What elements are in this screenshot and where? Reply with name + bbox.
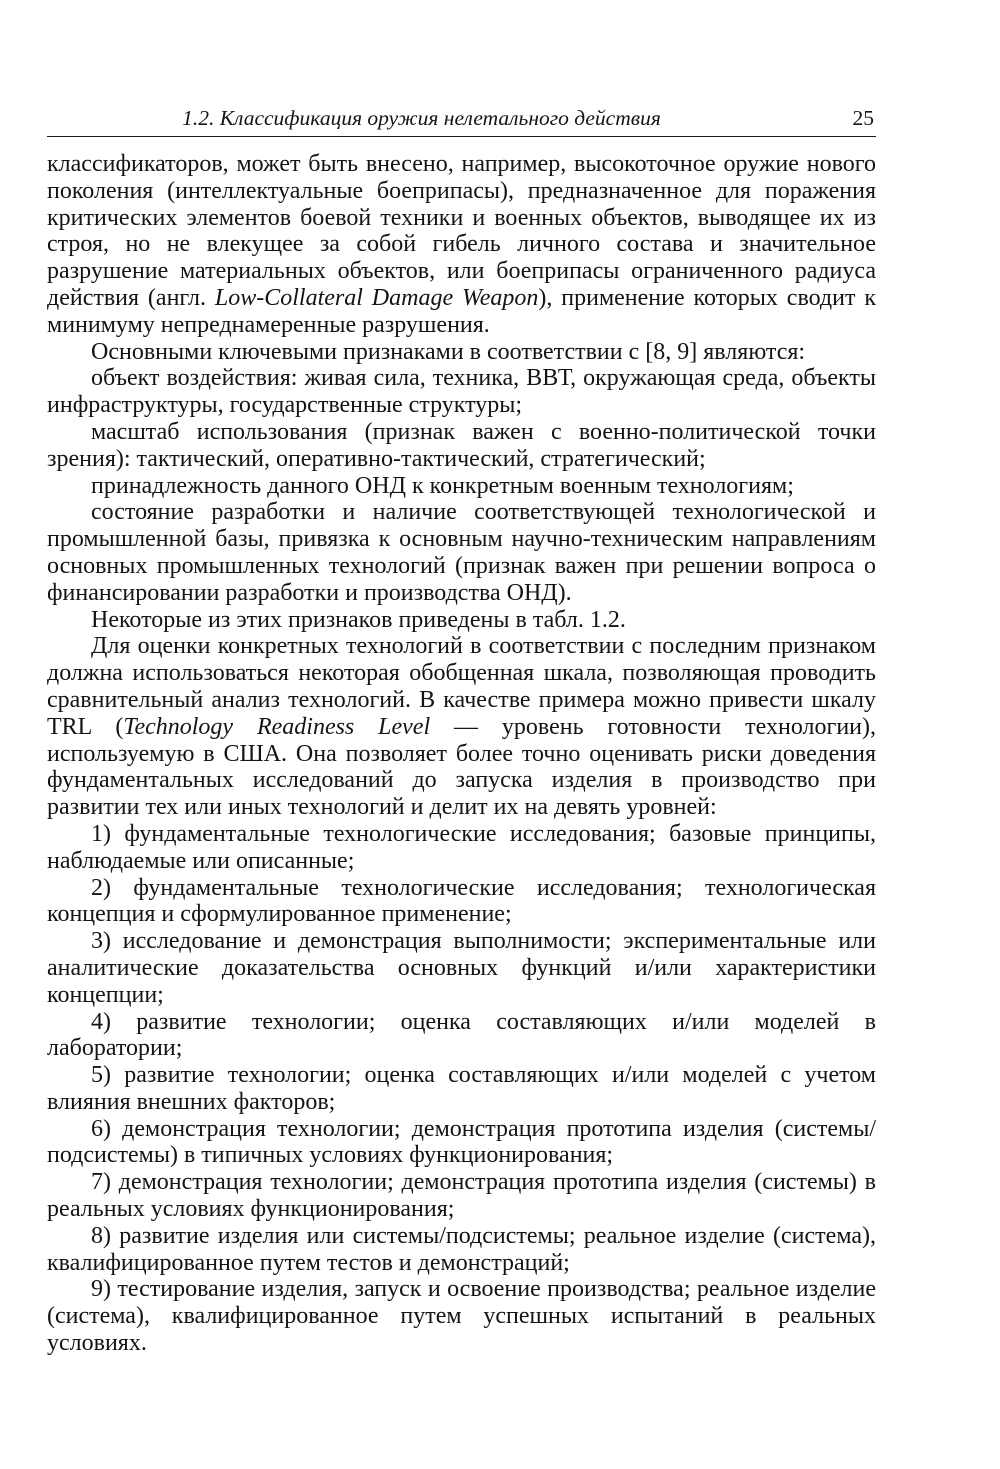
paragraph: принадлежность данного ОНД к конкретным военным технологиям; [91, 472, 794, 499]
list-item-level-3: 3) исследование и демонстрация выполнимости; экспериментальные или аналитические доказательства основных функций и/или характеристики концепции; [47, 928, 876, 1008]
list-item-level-2: 2) фундаментальные технологические исследования; технологическая концепция и сформулированное применение; [47, 874, 876, 928]
paragraph-text: Для оценки конкретных технологий в соответствии с последним признаком должна использоваться некоторая обобщенная шкала, позволяющая проводить сравнительный анализ технологий. В качестве примера можно привести шкалу TRL ( [47, 633, 876, 740]
list-item-level-8: 8) развитие изделия или системы/подсистемы; реальное изделие (система), квалифицированное путем тестов и демонстраций; [47, 1222, 876, 1276]
list-item-level-9: 9) тестирование изделия, запуск и освоение производства; реальное изделие (система), квалифицированное путем успешных испытаний в реальных условиях. [47, 1276, 876, 1357]
list-item-level-6: 6) демонстрация технологии; демонстрация прототипа изделия (системы/подсистемы) в типичных условиях функционирования; [47, 1115, 876, 1169]
body-text [47, 151, 876, 1357]
list-item-level-5: 5) развитие технологии; оценка составляющих и/или моделей с учетом влияния внешних факторов; [47, 1062, 876, 1115]
running-head-title: 1.2. Классификация оружия нелетального действия [182, 106, 661, 130]
list-item-level-4: 4) развитие технологии; оценка составляющих и/или моделей в лаборатории; [47, 1008, 876, 1062]
italic-term: Low-Collateral Damage Weapon [214, 284, 539, 311]
paragraph: состояние разработки и наличие соответствующей технологической и промышленной базы, привязка к основным научно-техническим направлениям основных промышленных технологий (признак важен при решении вопроса о финансировании разработки и производства ОНД). [47, 499, 876, 606]
paragraph: масштаб использования (признак важен с военно-политической точки зрения): тактический, оперативно-тактический, стратегический; [47, 418, 876, 472]
paragraph-continued [47, 151, 876, 339]
paragraph: Некоторые из этих признаков приведены в табл. 1.2. [91, 606, 626, 633]
page-number: 25 [852, 106, 874, 130]
list-item-level-7: 7) демонстрация технологии; демонстрация прототипа изделия (системы) в реальных условиях функционирования; [47, 1169, 876, 1223]
paragraph [47, 633, 876, 821]
paragraph: объект воздействия: живая сила, техника, ВВТ, окружающая среда, объекты инфраструктуры, государственные структуры; [47, 365, 876, 419]
running-head [47, 106, 876, 137]
paragraph-text: — уровень готовности технологии), используемую в США. Она позволяет более точно оценивать риски доведения фундаментальных исследований до запуска изделия в производство при развитии тех или иных технологий и делит их на девять уровней: [47, 713, 877, 821]
paragraph-text: ), применение которых сводит к минимуму непреднамеренные разрушения. [47, 284, 876, 338]
italic-term: Technology Readiness Level [123, 713, 431, 740]
paragraph: Основными ключевыми признаками в соответствии с [8, 9] являются: [91, 338, 806, 365]
list-item-level-1: 1) фундаментальные технологические исследования; базовые принципы, наблюдаемые или описанные; [47, 820, 876, 874]
paragraph-text: классификаторов, может быть внесено, например, высокоточное оружие нового поколения (интеллектуальные боеприпасы), предназначенное для поражения критических элементов боевой техники и военных объектов, выводящее их из строя, но не влекущее за собой гибель личного состава и значительное разрушение материальных объектов, или боеприпасы ограниченного радиуса действия (англ. [47, 151, 876, 311]
